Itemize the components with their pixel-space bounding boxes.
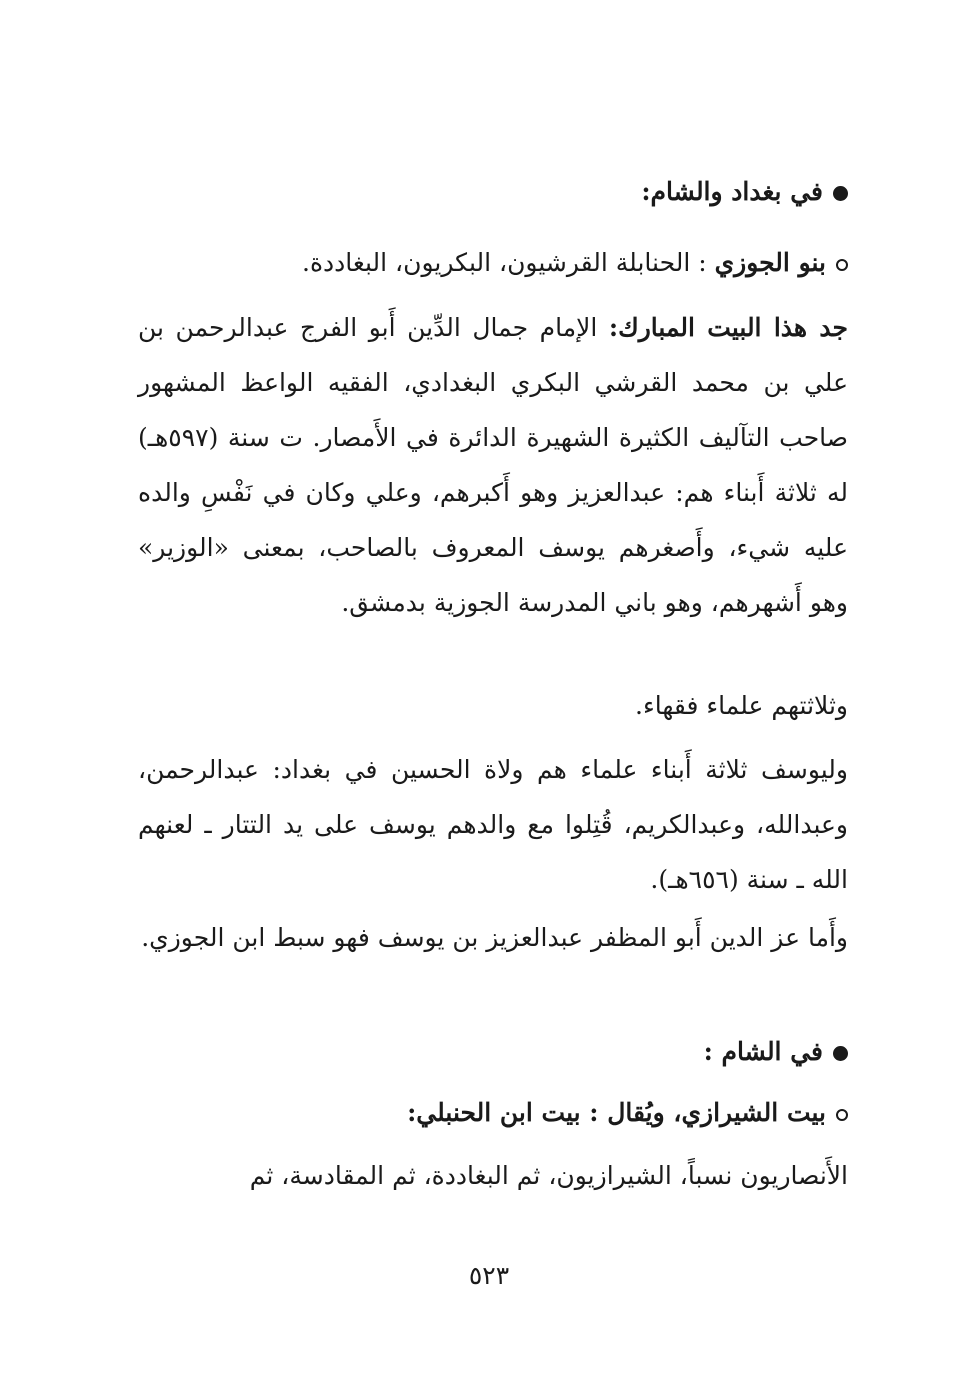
filled-bullet-icon [833,186,848,201]
hollow-bullet-icon [836,259,848,271]
paragraph-ansari [138,1148,848,1203]
paragraph-yusuf-sons [138,742,848,907]
paragraph-izz-aldin [138,910,848,965]
subheading-rest: : الحنابلة القرشيون، البكريون، البغاددة. [302,248,715,277]
subheading-title: بيت الشيرازي، ويُقال : بيت ابن الحنبلي: [407,1098,826,1127]
paragraph-all-three [138,678,848,733]
heading-text: في بغداد والشام: [641,177,823,206]
paragraph-body: الأَنصاريون نسباً، الشيرازيون، ثم البغاددة، ثم المقادسة، ثم [249,1161,848,1190]
filled-bullet-icon [833,1046,848,1061]
page-number: ٥٢٣ [468,1261,510,1290]
subheading-bani-jawzi [302,243,848,283]
subheading-title: بنو الجوزي [714,248,826,277]
paragraph-lead: جد هذا البيت المبارك: [608,313,848,342]
paragraph-body: وأَما عز الدين أَبو المظفر عبدالعزيز بن يوسف فهو سبط ابن الجوزي. [141,923,848,952]
paragraph-body: وليوسف ثلاثة أَبناء علماء هم ولاة الحسين في بغداد: عبدالرحمن، وعبدالله، وعبدالكريم، قُتِلوا مع والدهم يوسف على يد التتار ـ لعنهم الله ـ سنة (٦٥٦هـ). [138,755,848,894]
heading-text: في الشام : [703,1037,823,1066]
paragraph-founder [138,300,848,630]
section-heading-sham [704,1032,848,1072]
hollow-bullet-icon [836,1109,848,1121]
section-heading-baghdad-sham [641,172,848,212]
paragraph-body: وثلاثتهم علماء فقهاء. [635,691,848,720]
paragraph-body: الإمام جمال الدِّين أَبو الفرج عبدالرحمن بن علي بن محمد القرشي البكري البغدادي، الفقيه الواعظ المشهور صاحب التآليف الكثيرة الشهيرة الدائرة في الأَمصار. ت سنة (٥٩٧هـ) له ثلاثة أَبناء هم: عبدالعزيز وهو أَكبرهم، وعلي وكان في نَفْسِ والده عليه شيء، وأَصغرهم يوسف المعروف بالصاحب، بمعنى «الوزير» وهو أَشهرهم، وهو باني المدرسة الجوزية بدمشق. [138,313,848,617]
subheading-shirazi [407,1093,848,1133]
